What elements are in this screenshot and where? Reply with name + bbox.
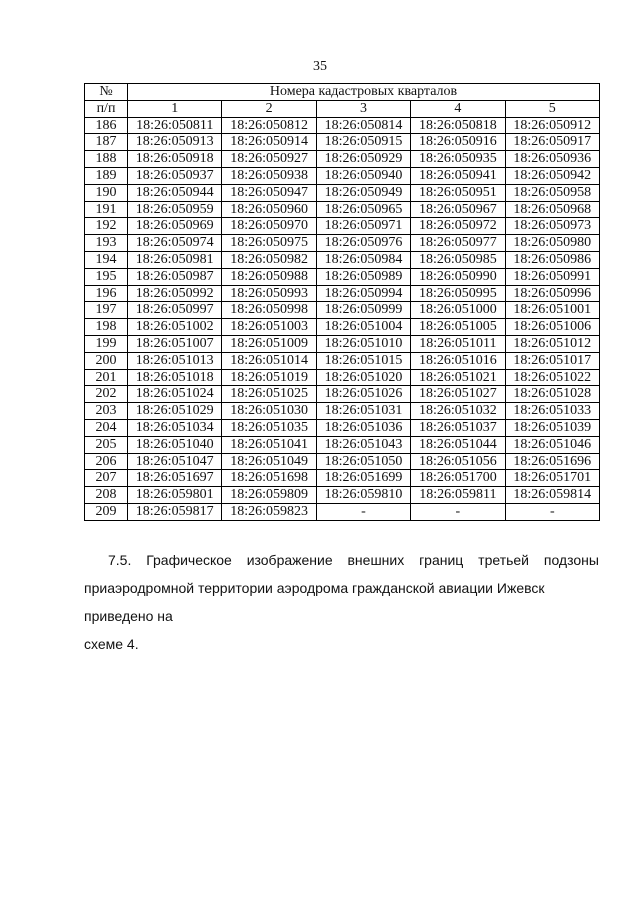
paragraph-continuation — [84, 574, 599, 658]
table-row — [85, 184, 600, 201]
column-number-header: 1 — [128, 100, 222, 117]
cadastral-number-cell: 18:26:051034 — [128, 419, 222, 436]
table-row — [85, 251, 600, 268]
cadastral-number-cell: 18:26:050941 — [411, 167, 505, 184]
row-number-cell: 198 — [85, 319, 128, 336]
row-number-cell: 190 — [85, 184, 128, 201]
cadastral-number-cell: 18:26:051029 — [128, 403, 222, 420]
row-number-cell: 196 — [85, 285, 128, 302]
row-number-cell: 206 — [85, 453, 128, 470]
cadastral-number-cell: 18:26:051027 — [411, 386, 505, 403]
cadastral-number-cell: 18:26:051039 — [505, 419, 599, 436]
row-number-cell: 200 — [85, 352, 128, 369]
row-number-cell: 191 — [85, 201, 128, 218]
table-row — [85, 302, 600, 319]
cadastral-number-cell: 18:26:050988 — [222, 268, 316, 285]
row-number-cell: 205 — [85, 436, 128, 453]
cadastral-number-cell: 18:26:051696 — [505, 453, 599, 470]
table-row — [85, 453, 600, 470]
cadastral-number-cell: 18:26:051001 — [505, 302, 599, 319]
cadastral-number-cell: 18:26:050915 — [316, 134, 410, 151]
cadastral-number-cell: 18:26:050987 — [128, 268, 222, 285]
row-number-cell: 199 — [85, 335, 128, 352]
cadastral-number-cell: 18:26:059817 — [128, 503, 222, 520]
cadastral-number-cell: 18:26:050913 — [128, 134, 222, 151]
cadastral-number-cell: 18:26:051699 — [316, 470, 410, 487]
cadastral-number-cell: 18:26:051009 — [222, 335, 316, 352]
cadastral-number-cell: 18:26:050958 — [505, 184, 599, 201]
paragraph-line-1 — [84, 546, 599, 574]
cadastral-number-cell: 18:26:050970 — [222, 218, 316, 235]
cadastral-number-cell: 18:26:051006 — [505, 319, 599, 336]
row-number-cell: 186 — [85, 117, 128, 134]
cadastral-number-cell: 18:26:050969 — [128, 218, 222, 235]
cadastral-number-cell: 18:26:050991 — [505, 268, 599, 285]
cadastral-number-cell: 18:26:050974 — [128, 235, 222, 252]
cadastral-number-cell: 18:26:051043 — [316, 436, 410, 453]
cadastral-number-cell: 18:26:050977 — [411, 235, 505, 252]
cadastral-number-cell: 18:26:050918 — [128, 151, 222, 168]
cadastral-number-cell: 18:26:051047 — [128, 453, 222, 470]
table-row — [85, 319, 600, 336]
cadastral-number-cell: 18:26:050818 — [411, 117, 505, 134]
cadastral-number-cell: 18:26:051003 — [222, 319, 316, 336]
cadastral-number-cell: 18:26:050971 — [316, 218, 410, 235]
cadastral-number-cell: 18:26:050944 — [128, 184, 222, 201]
cadastral-number-cell: 18:26:050959 — [128, 201, 222, 218]
cadastral-number-cell: 18:26:051037 — [411, 419, 505, 436]
cadastral-number-cell: 18:26:051049 — [222, 453, 316, 470]
page-number: 35 — [313, 59, 327, 74]
table-row — [85, 470, 600, 487]
paragraph-word: Графическое — [146, 552, 232, 568]
row-number-cell: 193 — [85, 235, 128, 252]
table-row — [85, 268, 600, 285]
cadastral-number-cell: 18:26:050998 — [222, 302, 316, 319]
cadastral-number-cell: 18:26:051016 — [411, 352, 505, 369]
cadastral-number-cell: 18:26:051700 — [411, 470, 505, 487]
cadastral-number-cell: 18:26:059809 — [222, 487, 316, 504]
cadastral-number-cell: 18:26:051004 — [316, 319, 410, 336]
cadastral-number-cell: 18:26:051015 — [316, 352, 410, 369]
table-row — [85, 436, 600, 453]
cadastral-number-cell: 18:26:050997 — [128, 302, 222, 319]
paragraph-word: внешних — [347, 552, 405, 568]
cadastral-number-cell: 18:26:051005 — [411, 319, 505, 336]
row-number-cell: 204 — [85, 419, 128, 436]
paragraph-word: границ — [419, 552, 464, 568]
cadastral-number-cell: 18:26:050982 — [222, 251, 316, 268]
cadastral-number-cell: 18:26:051024 — [128, 386, 222, 403]
cadastral-number-cell: 18:26:050981 — [128, 251, 222, 268]
row-number-cell: 202 — [85, 386, 128, 403]
cadastral-number-cell: 18:26:050985 — [411, 251, 505, 268]
cadastral-number-cell: 18:26:059823 — [222, 503, 316, 520]
cadastral-number-cell: 18:26:051020 — [316, 369, 410, 386]
cadastral-number-cell: 18:26:051050 — [316, 453, 410, 470]
cadastral-number-cell: 18:26:051031 — [316, 403, 410, 420]
table-row — [85, 151, 600, 168]
cadastral-number-cell: 18:26:051033 — [505, 403, 599, 420]
cadastral-number-cell: 18:26:050940 — [316, 167, 410, 184]
num-header-top: № — [85, 84, 128, 101]
cadastral-number-cell: 18:26:051032 — [411, 403, 505, 420]
table-row — [85, 235, 600, 252]
cadastral-number-cell: 18:26:050914 — [222, 134, 316, 151]
table-row — [85, 487, 600, 504]
cadastral-number-cell: 18:26:059811 — [411, 487, 505, 504]
row-number-cell: 194 — [85, 251, 128, 268]
table-row — [85, 335, 600, 352]
row-number-cell: 195 — [85, 268, 128, 285]
table-row — [85, 352, 600, 369]
cadastral-number-cell: 18:26:050980 — [505, 235, 599, 252]
table-row — [85, 134, 600, 151]
cadastral-number-cell: 18:26:050968 — [505, 201, 599, 218]
cadastral-number-cell: 18:26:050951 — [411, 184, 505, 201]
table-row — [85, 503, 600, 520]
cadastral-number-cell: 18:26:051011 — [411, 335, 505, 352]
cadastral-number-cell: 18:26:050999 — [316, 302, 410, 319]
paragraph-line-2: приаэродромной территории аэродрома гражданской авиации Ижевск приведено на — [84, 580, 545, 624]
cadastral-number-cell: 18:26:050936 — [505, 151, 599, 168]
cadastral-number-cell: 18:26:059814 — [505, 487, 599, 504]
cadastral-number-cell: 18:26:050937 — [128, 167, 222, 184]
cadastral-number-cell: 18:26:050996 — [505, 285, 599, 302]
cadastral-number-cell: 18:26:050935 — [411, 151, 505, 168]
cadastral-number-cell: 18:26:050994 — [316, 285, 410, 302]
cadastral-number-cell: 18:26:059810 — [316, 487, 410, 504]
row-number-cell: 201 — [85, 369, 128, 386]
cadastral-number-cell: 18:26:051036 — [316, 419, 410, 436]
table-row — [85, 369, 600, 386]
cadastral-number-cell: 18:26:050984 — [316, 251, 410, 268]
table-body — [85, 117, 600, 520]
table-row — [85, 403, 600, 420]
row-number-cell: 197 — [85, 302, 128, 319]
row-number-cell: 209 — [85, 503, 128, 520]
cadastral-number-cell: 18:26:051046 — [505, 436, 599, 453]
column-number-header: 2 — [222, 100, 316, 117]
cadastral-number-cell: 18:26:051014 — [222, 352, 316, 369]
cadastral-number-cell: 18:26:050916 — [411, 134, 505, 151]
cadastral-number-cell: 18:26:051021 — [411, 369, 505, 386]
cadastral-number-cell: 18:26:050949 — [316, 184, 410, 201]
cadastral-number-cell: 18:26:050973 — [505, 218, 599, 235]
row-number-cell: 208 — [85, 487, 128, 504]
cadastral-number-cell: 18:26:051022 — [505, 369, 599, 386]
paragraph-word: 7.5. — [108, 552, 132, 568]
cadastral-number-cell: 18:26:051007 — [128, 335, 222, 352]
cadastral-number-cell: 18:26:050990 — [411, 268, 505, 285]
cadastral-number-cell: 18:26:051040 — [128, 436, 222, 453]
cadastral-number-cell: 18:26:050993 — [222, 285, 316, 302]
cadastral-number-cell: 18:26:050811 — [128, 117, 222, 134]
cadastral-number-cell: 18:26:051041 — [222, 436, 316, 453]
paragraph-line-3: схеме 4. — [84, 636, 139, 652]
table-row — [85, 419, 600, 436]
table-row — [85, 117, 600, 134]
cadastral-number-cell: 18:26:050812 — [222, 117, 316, 134]
cadastral-number-cell: 18:26:059801 — [128, 487, 222, 504]
cadastral-number-cell: 18:26:051698 — [222, 470, 316, 487]
cadastral-number-cell: 18:26:051010 — [316, 335, 410, 352]
row-number-cell: 188 — [85, 151, 128, 168]
cadastral-number-cell: 18:26:050814 — [316, 117, 410, 134]
cadastral-number-cell: 18:26:051028 — [505, 386, 599, 403]
table-row — [85, 218, 600, 235]
paragraph-word: изображение — [246, 552, 333, 568]
cadastral-number-cell: 18:26:050995 — [411, 285, 505, 302]
cadastral-number-cell: 18:26:050960 — [222, 201, 316, 218]
cadastral-number-cell: 18:26:050992 — [128, 285, 222, 302]
cadastral-number-cell: 18:26:050912 — [505, 117, 599, 134]
cadastral-number-cell: 18:26:051697 — [128, 470, 222, 487]
cadastral-number-cell: 18:26:051012 — [505, 335, 599, 352]
cadastral-number-cell: 18:26:050965 — [316, 201, 410, 218]
cadastral-number-cell: 18:26:050986 — [505, 251, 599, 268]
row-number-cell: 203 — [85, 403, 128, 420]
cadastral-number-cell: 18:26:050967 — [411, 201, 505, 218]
cadastral-number-cell: 18:26:051026 — [316, 386, 410, 403]
cadastral-number-cell: 18:26:051019 — [222, 369, 316, 386]
cadastral-number-cell: 18:26:050942 — [505, 167, 599, 184]
cadastral-number-cell: 18:26:050929 — [316, 151, 410, 168]
row-number-cell: 189 — [85, 167, 128, 184]
cadastral-number-cell: 18:26:051013 — [128, 352, 222, 369]
cadastral-number-cell: 18:26:051044 — [411, 436, 505, 453]
table-row — [85, 285, 600, 302]
cadastral-number-cell: 18:26:050947 — [222, 184, 316, 201]
cadastral-number-cell: 18:26:051000 — [411, 302, 505, 319]
cadastral-number-cell: 18:26:051701 — [505, 470, 599, 487]
cadastral-number-cell: 18:26:051056 — [411, 453, 505, 470]
cadastral-number-cell: 18:26:051035 — [222, 419, 316, 436]
table-row — [85, 201, 600, 218]
column-number-header: 5 — [505, 100, 599, 117]
table-row — [85, 386, 600, 403]
cadastral-number-cell: 18:26:051025 — [222, 386, 316, 403]
cadastral-number-cell: 18:26:051017 — [505, 352, 599, 369]
cadastral-number-cell: 18:26:050972 — [411, 218, 505, 235]
table-row — [85, 167, 600, 184]
cadastral-number-cell: 18:26:050938 — [222, 167, 316, 184]
cadastral-number-cell: - — [411, 503, 505, 520]
cadastral-number-cell: 18:26:050989 — [316, 268, 410, 285]
cadastral-number-cell: - — [505, 503, 599, 520]
cadastral-number-cell: 18:26:050975 — [222, 235, 316, 252]
table-header — [85, 84, 600, 118]
cadastral-number-cell: 18:26:051002 — [128, 319, 222, 336]
column-number-header: 3 — [316, 100, 410, 117]
row-number-cell: 187 — [85, 134, 128, 151]
paragraph-word: третьей — [478, 552, 530, 568]
cadastral-number-cell: 18:26:050917 — [505, 134, 599, 151]
num-header-bottom: п/п — [85, 100, 128, 117]
cadastral-number-cell: - — [316, 503, 410, 520]
row-number-cell: 192 — [85, 218, 128, 235]
cadastral-number-cell: 18:26:050976 — [316, 235, 410, 252]
row-number-cell: 207 — [85, 470, 128, 487]
paragraph-word: подзоны — [543, 552, 599, 568]
group-header: Номера кадастровых кварталов — [128, 84, 600, 101]
cadastral-quarters-table — [84, 83, 600, 521]
cadastral-number-cell: 18:26:050927 — [222, 151, 316, 168]
cadastral-number-cell: 18:26:051030 — [222, 403, 316, 420]
cadastral-number-cell: 18:26:051018 — [128, 369, 222, 386]
column-number-header: 4 — [411, 100, 505, 117]
